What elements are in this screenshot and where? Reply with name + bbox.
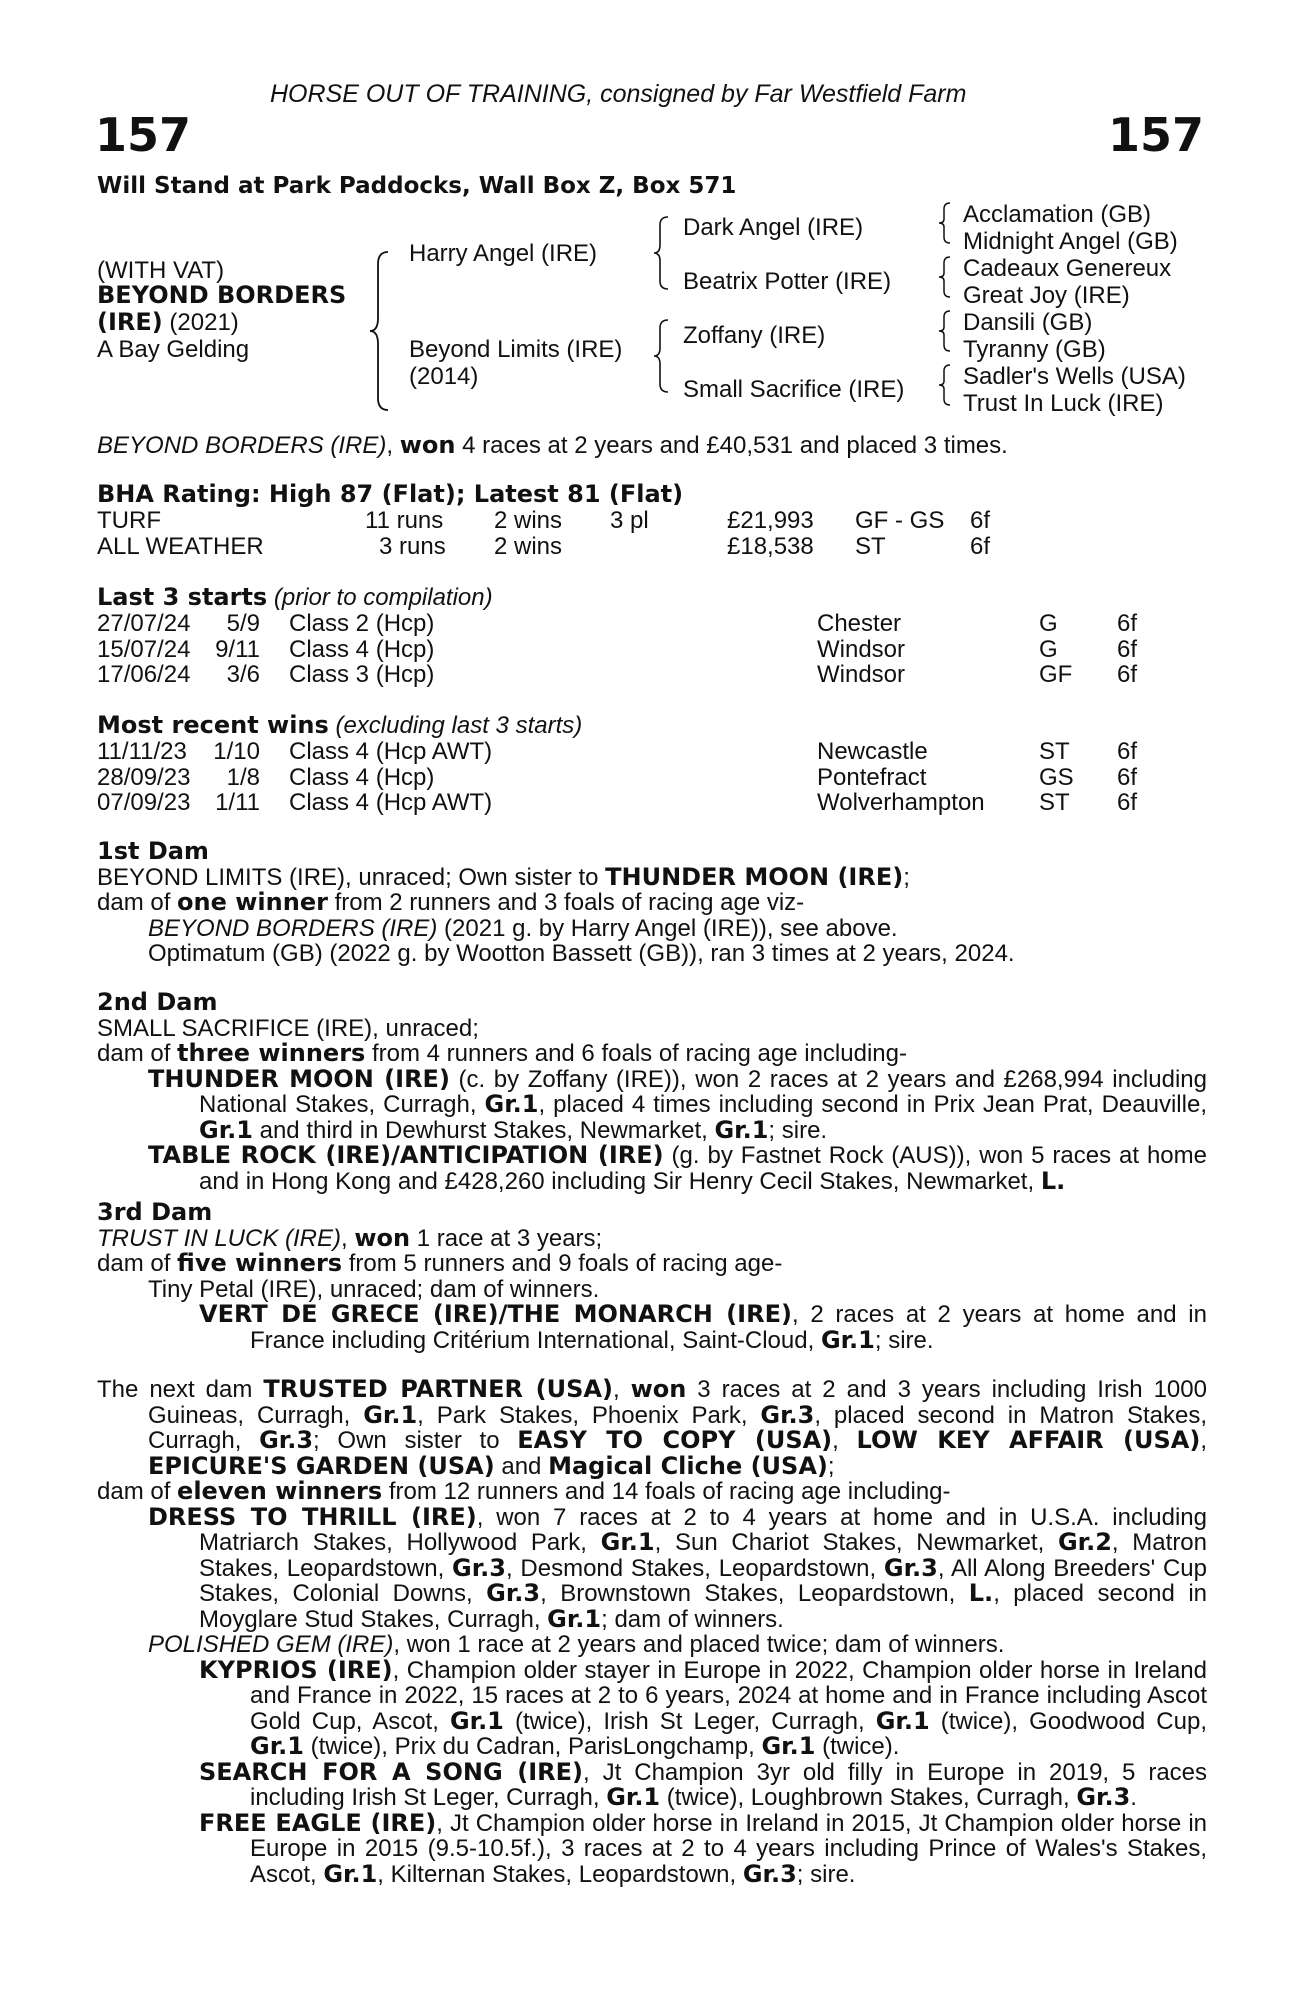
produce-entry	[199, 1808, 1207, 1888]
ratings-row	[97, 534, 1207, 560]
text: from 12 runners and 14 foals of racing age including-	[382, 1478, 951, 1505]
text: dam of	[97, 1040, 178, 1067]
rating-dist: 6f	[970, 532, 991, 560]
rating-wins: 2 wins	[494, 507, 563, 534]
first-dam-produce-line	[97, 890, 1207, 916]
start-going: G	[1039, 610, 1058, 637]
horse-origin-year	[97, 310, 239, 336]
produce-entry	[148, 1502, 1208, 1633]
text: ; Own sister to	[313, 1427, 518, 1454]
pedigree-brace-sire	[652, 215, 672, 291]
bold-name: EPICURE'S GARDEN (USA)	[148, 1451, 495, 1480]
recent-wins-title: Most recent wins	[97, 711, 329, 739]
third-dam-title: 3rd Dam	[97, 1198, 213, 1226]
last-starts-section	[97, 584, 1207, 688]
consigned-line: HORSE OUT OF TRAINING, consigned by Far Westfield Farm	[270, 80, 967, 108]
pedigree-sss: Acclamation (GB)	[963, 201, 1152, 228]
text: , placed second in Moyglare Stud Stakes, Curragh,	[199, 1580, 1208, 1633]
text: from 4 runners and 6 foals of racing age including-	[365, 1040, 907, 1067]
produce-name: BEYOND BORDERS (IRE)	[148, 914, 438, 942]
first-dam-title: 1st Dam	[97, 837, 209, 865]
bold-name: EASY TO COPY (USA)	[517, 1426, 833, 1454]
second-dam-title: 2nd Dam	[97, 988, 218, 1016]
bold-name: five winners	[177, 1249, 343, 1277]
text: BEYOND LIMITS (IRE), unraced; Own sister to	[97, 863, 606, 891]
rating-surface: TURF	[97, 507, 161, 534]
start-dist: 6f	[1117, 661, 1138, 688]
text: ;	[903, 863, 910, 891]
win-position: 1/10	[213, 738, 260, 765]
start-row	[97, 637, 1207, 663]
start-row	[97, 662, 1207, 688]
rating-wins: 2 wins	[494, 532, 563, 560]
win-row	[97, 739, 1207, 765]
text: ;	[827, 1452, 835, 1480]
horse-description: A Bay Gelding	[97, 336, 250, 363]
text: , 2 races at 2 years at home and in France including Critérium International, Saint-Cloud,	[250, 1301, 1207, 1354]
grade: Gr.3	[486, 1579, 541, 1607]
grade: Gr.3	[883, 1553, 938, 1582]
second-dam-section	[97, 990, 1207, 1194]
text: , Matron Stakes, Leopardstown,	[199, 1529, 1207, 1582]
text: , Park Stakes, Phoenix Park,	[417, 1401, 761, 1429]
start-course: Windsor	[817, 635, 906, 663]
rating-dist: 6f	[970, 507, 991, 534]
race-summary	[97, 433, 1008, 459]
text: dam of	[97, 1478, 178, 1505]
text: , Jt Champion older horse in Ireland in 2015, Jt Champion older horse in Europe in 2015 (9.5-10.5f.), 3 races at 2 to 4 years including Prince of Wales's Stakes, Ascot,	[250, 1809, 1207, 1888]
text: from 5 runners and 9 foals of racing age-	[342, 1250, 783, 1277]
grade: Gr.3	[1076, 1783, 1131, 1811]
produce-entry: Tiny Petal (IRE), unraced; dam of winners.	[148, 1275, 600, 1303]
horse-year: (2021)	[169, 309, 239, 336]
grade: Gr.1	[600, 1528, 655, 1556]
start-course: Chester	[817, 610, 902, 637]
text: , Champion older stayer in Europe in 2022, Champion older horse in Ireland and France in 2022, 15 races at 2 to 6 years, 2024 at home and in France including Ascot Gold Cup, Ascot,	[250, 1656, 1207, 1735]
pedigree-dam: Beyond Limits (IRE)	[409, 336, 623, 363]
grade: Gr.3	[742, 1859, 797, 1888]
start-position: 3/6	[226, 661, 260, 688]
recent-wins-note: (excluding last 3 starts)	[335, 712, 583, 739]
produce-entry	[199, 1302, 1207, 1353]
rating-going: ST	[855, 532, 886, 560]
text: , placed second in Matron Stakes, Curragh,	[148, 1401, 1207, 1454]
recent-wins-section	[97, 712, 1207, 816]
bold-name: eleven winners	[177, 1477, 383, 1505]
next-dam-entry	[97, 1377, 1207, 1479]
start-dist: 6f	[1117, 635, 1138, 663]
vat-note: (WITH VAT)	[97, 257, 225, 284]
win-row	[97, 765, 1207, 791]
start-going: G	[1039, 635, 1058, 663]
bold-name: THUNDER MOON (IRE)	[148, 1064, 450, 1093]
text: (twice), Irish St Leger, Curragh,	[503, 1707, 876, 1735]
start-row	[97, 611, 1207, 637]
bold-name: LOW KEY AFFAIR (USA)	[856, 1426, 1201, 1454]
grade: Gr.1	[714, 1115, 769, 1144]
grade: Gr.1	[606, 1783, 661, 1811]
pedigree-dss: Dansili (GB)	[963, 309, 1093, 336]
bold-name: THUNDER MOON (IRE)	[605, 862, 904, 891]
text: ; sire.	[874, 1326, 934, 1354]
text: from 2 runners and 3 foals of racing age viz-	[327, 889, 805, 916]
text: and third in Dewhurst Stakes, Newmarket,	[252, 1116, 715, 1144]
pedigree-ddd: Trust In Luck (IRE)	[963, 390, 1164, 417]
bold-word: won	[630, 1375, 687, 1403]
pedigree-brace-dam	[652, 318, 672, 394]
win-course: Wolverhampton	[817, 789, 985, 816]
grade: Gr.1	[363, 1400, 418, 1429]
third-dam-line	[97, 1223, 1207, 1252]
text: , All Along Breeders' Cup Stakes, Colonial Downs,	[199, 1554, 1207, 1607]
pedigree-dam-year: (2014)	[409, 363, 479, 390]
bold-word: won	[354, 1223, 411, 1252]
text: , won 7 races at 2 to 4 years at home and in U.S.A. including Matriarch Stakes, Hollywood Park,	[199, 1503, 1207, 1556]
grade: Gr.1	[199, 1115, 253, 1144]
start-date: 27/07/24	[97, 610, 191, 637]
text: , Jt Champion 3yr old filly in Europe in 2019, 5 races including Irish St Leger, Curragh,	[250, 1758, 1208, 1811]
text: ; sire.	[796, 1860, 856, 1888]
last-starts-note: (prior to compilation)	[273, 584, 493, 611]
rating-placed: 3 pl	[610, 507, 649, 534]
text: (twice).	[815, 1733, 900, 1760]
second-dam-line: SMALL SACRIFICE (IRE), unraced;	[97, 1014, 479, 1042]
bold-name: VERT DE GRECE (IRE)/THE MONARCH (IRE)	[199, 1300, 792, 1328]
pedigree-sire: Harry Angel (IRE)	[409, 240, 598, 267]
grade: Gr.2	[1057, 1528, 1112, 1556]
pedigree-dam-dam: Small Sacrifice (IRE)	[683, 376, 905, 403]
win-row	[97, 790, 1207, 816]
produce-entry	[199, 1757, 1208, 1811]
next-dam-section	[97, 1377, 1207, 1887]
start-class: Class 3 (Hcp)	[289, 661, 435, 688]
rating-money: £18,538	[727, 532, 814, 560]
lot-number-left: 157	[95, 108, 192, 162]
lot-number-right: 157	[1107, 108, 1204, 162]
pedigree-ssd: Midnight Angel (GB)	[963, 228, 1178, 255]
grade: Gr.1	[875, 1706, 930, 1735]
start-dist: 6f	[1117, 610, 1138, 637]
start-position: 5/9	[226, 610, 260, 637]
pedigree-sire-dam: Beatrix Potter (IRE)	[683, 268, 892, 295]
text: dam of	[97, 1250, 178, 1277]
bold-name: KYPRIOS (IRE)	[199, 1655, 393, 1684]
stand-location: Will Stand at Park Paddocks, Wall Box Z, Box 571	[97, 173, 737, 199]
pedigree-dsd: Tyranny (GB)	[963, 336, 1106, 363]
pedigree-dam-sire: Zoffany (IRE)	[683, 322, 826, 349]
start-position: 9/11	[215, 635, 260, 663]
horse-name: BEYOND BORDERS	[97, 281, 347, 309]
bold-name: TABLE ROCK (IRE)/ANTICIPATION (IRE)	[148, 1141, 664, 1169]
win-course: Pontefract	[817, 763, 927, 791]
pedigree-dds: Sadler's Wells (USA)	[963, 363, 1186, 390]
grade: Gr.1	[484, 1090, 539, 1118]
bold-name: three winners	[177, 1039, 366, 1067]
summary-rest: 4 races at 2 years and £40,531 and placed 3 times.	[462, 432, 1008, 459]
rating-going: GF - GS	[855, 507, 945, 534]
produce-entry	[148, 1064, 1207, 1144]
start-date: 17/06/24	[97, 661, 191, 688]
summary-comma: ,	[386, 432, 394, 459]
second-dam-produce-line	[97, 1041, 1207, 1067]
last-starts-title: Last 3 starts	[97, 583, 268, 611]
text: , won 1 race at 2 years and placed twice; dam of winners.	[393, 1631, 1005, 1658]
pedigree-sdd: Great Joy (IRE)	[963, 282, 1130, 309]
third-dam-section	[97, 1200, 1207, 1353]
start-going: GF	[1039, 661, 1073, 688]
win-position: 1/11	[215, 789, 260, 816]
text: (twice), Goodwood Cup,	[929, 1707, 1207, 1735]
win-date: 07/09/23	[97, 789, 191, 816]
produce-entry	[199, 1655, 1207, 1760]
grade: Gr.3	[760, 1400, 815, 1429]
pedigree-brace-main	[368, 250, 392, 412]
summary-won: won	[399, 431, 456, 459]
win-dist: 6f	[1117, 763, 1138, 791]
win-dist: 6f	[1117, 789, 1138, 816]
grade: Gr.1	[761, 1732, 816, 1760]
win-dist: 6f	[1117, 738, 1138, 765]
grade: L.	[968, 1579, 994, 1607]
grade: Gr.1	[547, 1604, 602, 1633]
grade: Gr.1	[323, 1859, 378, 1888]
text: .	[1130, 1784, 1137, 1811]
grade: Gr.1	[449, 1706, 504, 1735]
rating-runs: 11 runs	[365, 507, 444, 534]
text: dam of	[97, 889, 178, 916]
last-starts-heading	[97, 584, 1207, 611]
pedigree-brace-ds	[937, 309, 953, 353]
text: , Brownstown Stakes, Leopardstown,	[540, 1580, 969, 1607]
pedigree-sds: Cadeaux Genereux	[963, 255, 1172, 282]
third-dam-produce-line	[97, 1251, 1207, 1277]
text: (twice), Prix du Cadran, ParisLongchamp,	[303, 1733, 762, 1760]
first-dam-line	[97, 862, 1207, 891]
rating-money: £21,993	[727, 507, 814, 534]
text: ,	[1200, 1427, 1207, 1454]
text: 1 race at 3 years;	[410, 1224, 603, 1252]
text: The next dam	[97, 1376, 264, 1403]
recent-wins-heading	[97, 712, 1207, 739]
produce-entry: Optimatum (GB) (2022 g. by Wootton Bassett (GB)), ran 3 times at 2 years, 2024.	[148, 940, 1015, 967]
bold-name: SEARCH FOR A SONG (IRE)	[199, 1757, 584, 1786]
win-going: ST	[1039, 789, 1070, 816]
ratings-row	[97, 508, 1207, 534]
pedigree-brace-ss	[937, 201, 953, 245]
dam-name: TRUST IN LUCK (IRE)	[97, 1224, 342, 1252]
pedigree-brace-sd	[937, 255, 953, 299]
grade: Gr.3	[452, 1553, 506, 1582]
start-class: Class 2 (Hcp)	[289, 610, 435, 637]
grade: L.	[1040, 1166, 1066, 1195]
ratings-title: BHA Rating: High 87 (Flat); Latest 81 (Flat)	[97, 480, 684, 508]
rating-surface: ALL WEATHER	[97, 532, 264, 560]
grade: Gr.3	[259, 1426, 314, 1454]
win-class: Class 4 (Hcp AWT)	[289, 789, 493, 816]
rating-runs: 3 runs	[379, 532, 446, 560]
produce-entry	[148, 1143, 1207, 1194]
text: , Kilternan Stakes, Leopardstown,	[377, 1860, 743, 1888]
win-date: 11/11/23	[97, 738, 187, 765]
text: ; dam of winners.	[601, 1605, 784, 1633]
produce-entry	[97, 1632, 1207, 1658]
next-dam-produce-line	[97, 1479, 1207, 1505]
ratings-section	[97, 481, 1207, 559]
pedigree-sire-sire: Dark Angel (IRE)	[683, 214, 864, 241]
win-class: Class 4 (Hcp AWT)	[289, 738, 493, 765]
pedigree-brace-dd	[937, 363, 953, 407]
text: (twice), Loughbrown Stakes, Curragh,	[660, 1784, 1077, 1811]
text: (2021 g. by Harry Angel (IRE)), see above.	[437, 914, 898, 942]
bold-name: TRUSTED PARTNER (USA)	[263, 1375, 613, 1403]
win-going: ST	[1039, 738, 1070, 765]
text: , placed 4 times including second in Prix Jean Prat, Deauville,	[538, 1091, 1207, 1118]
text: ; sire.	[768, 1116, 828, 1144]
start-course: Windsor	[817, 661, 906, 688]
text: (g. by Fastnet Rock (AUS)), won 5 races at home and in Hong Kong and £428,260 including Sir Henry Cecil Stakes, Newmarket,	[199, 1142, 1207, 1195]
text: , Desmond Stakes, Leopardstown,	[505, 1554, 884, 1582]
win-going: GS	[1039, 763, 1074, 791]
produce-name: POLISHED GEM (IRE)	[148, 1631, 394, 1658]
win-position: 1/8	[226, 763, 260, 791]
produce-entry	[97, 916, 1207, 942]
text: and	[494, 1452, 549, 1480]
bold-name: FREE EAGLE (IRE)	[199, 1808, 437, 1837]
text: ,	[832, 1427, 857, 1454]
first-dam-section	[97, 839, 1207, 967]
text: ,	[612, 1376, 631, 1403]
win-course: Newcastle	[817, 738, 928, 765]
bold-name: one winner	[177, 888, 328, 916]
horse-country: (IRE)	[97, 308, 163, 336]
bold-name: Magical Cliche (USA)	[548, 1451, 828, 1480]
summary-horse-name: BEYOND BORDERS (IRE)	[97, 432, 387, 459]
grade: Gr.1	[250, 1732, 304, 1760]
start-class: Class 4 (Hcp)	[289, 635, 435, 663]
text: ,	[341, 1224, 355, 1252]
win-class: Class 4 (Hcp)	[289, 763, 435, 791]
text: (c. by Zoffany (IRE)), won 2 races at 2 years and £268,994 including National Stakes, Curragh,	[199, 1065, 1207, 1118]
bold-name: DRESS TO THRILL (IRE)	[148, 1502, 477, 1531]
grade: Gr.1	[820, 1325, 875, 1354]
text: , Sun Chariot Stakes, Newmarket,	[654, 1529, 1058, 1556]
win-date: 28/09/23	[97, 763, 191, 791]
start-date: 15/07/24	[97, 635, 191, 663]
text: 3 races at 2 and 3 years including Irish 1000 Guineas, Curragh,	[148, 1376, 1207, 1429]
